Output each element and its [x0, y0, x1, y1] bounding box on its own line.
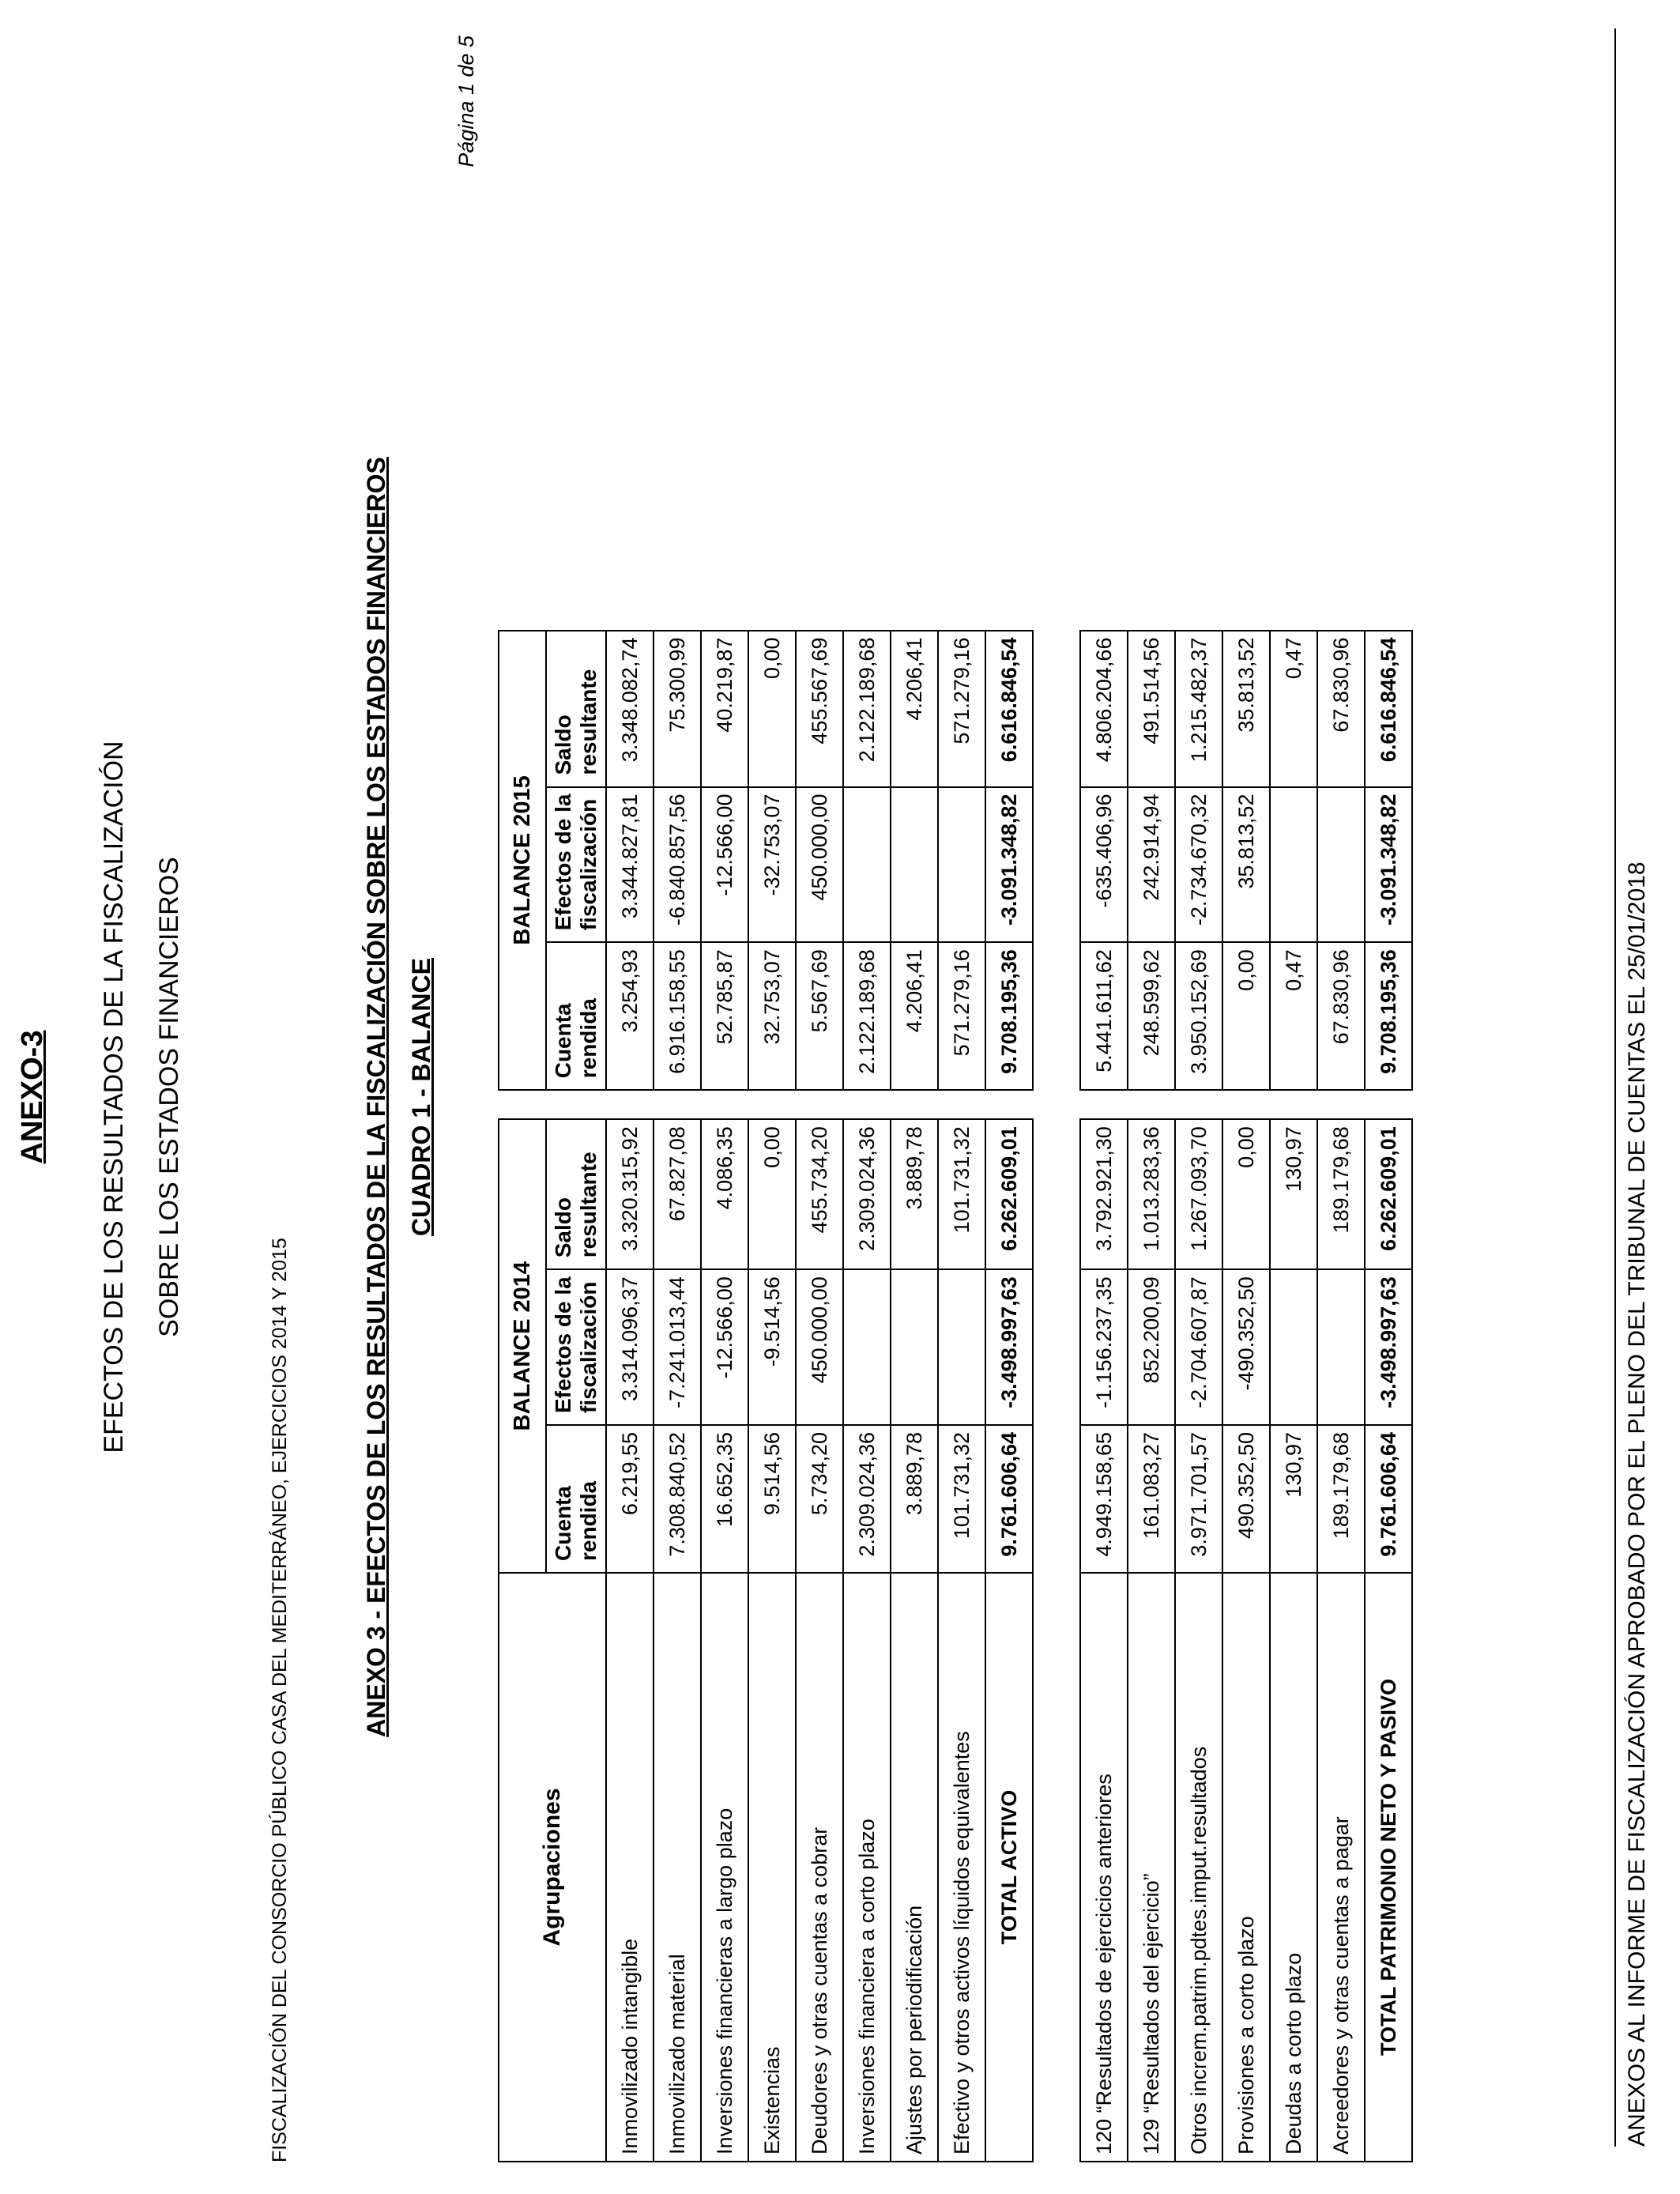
col-efectos-2015: [546, 787, 606, 943]
value-cell: 2.309.024,36: [843, 1119, 891, 1269]
value-cell: 4.806.204,66: [1080, 631, 1128, 787]
row-label: 129 “Resultados del ejercicio”: [1128, 1573, 1175, 2162]
gap: [1317, 1090, 1365, 1119]
value-cell: 2.122.189,68: [843, 631, 891, 787]
value-cell: -9.514,56: [748, 1269, 796, 1425]
col-saldo-2015: [546, 631, 606, 787]
gap: [654, 1090, 701, 1119]
value-cell: 0,00: [1222, 942, 1270, 1090]
table-row: [748, 631, 796, 2162]
row-label: Efectivo y otros activos líquidos equivalentes: [938, 1573, 985, 2162]
row-label: Inversiones financiera a corto plazo: [843, 1573, 891, 2162]
gap: [606, 1090, 654, 1119]
value-cell: 3.344.827,81: [606, 787, 654, 943]
value-cell: 0,00: [748, 1119, 796, 1269]
value-cell: 130,97: [1270, 1425, 1317, 1573]
value-cell: 67.830,96: [1317, 631, 1365, 787]
col-efectos-2014: [546, 1269, 606, 1425]
value-cell: 101.731,32: [938, 1425, 985, 1573]
value-cell: -1.156.237,35: [1080, 1269, 1128, 1425]
table-row: [938, 631, 985, 2162]
value-cell: 3.792.921,30: [1080, 1119, 1128, 1269]
value-cell: -3.091.348,82: [1365, 787, 1412, 943]
value-cell: 3.254,93: [606, 942, 654, 1090]
table-row: [606, 631, 654, 2162]
table-row: [1222, 631, 1270, 2162]
section-title: ANEXO 3 - EFECTOS DE LOS RESULTADOS DE LA FISCALIZACIÓN SOBRE LOS ESTADOS FINANCIEROS: [362, 457, 390, 1737]
value-cell: 571.279,16: [938, 631, 985, 787]
gap: [1222, 1090, 1270, 1119]
value-cell: 0,00: [1222, 1119, 1270, 1269]
row-label: TOTAL PATRIMONIO NETO Y PASIVO: [1365, 1573, 1412, 2162]
value-cell: 1.267.093,70: [1175, 1119, 1222, 1269]
col-cuenta-line1: Cuenta: [551, 1486, 575, 1561]
table-row: [1080, 631, 1128, 2162]
table-row: [891, 631, 938, 2162]
col-cuenta-2015: [546, 942, 606, 1090]
footer-text: ANEXOS AL INFORME DE FISCALIZACIÓN APROBADO POR EL PLENO DEL TRIBUNAL DE CUENTAS EL 25/01/2018: [1624, 861, 1650, 2147]
gap: [1128, 1090, 1175, 1119]
value-cell: 52.785,87: [701, 942, 748, 1090]
value-cell: 75.300,99: [654, 631, 701, 787]
col-cuenta-line2: rendida: [576, 1480, 601, 1561]
value-cell: 455.567,69: [796, 631, 843, 787]
value-cell: 4.206,41: [891, 942, 938, 1090]
table-row: [654, 631, 701, 2162]
gap: [1365, 1090, 1412, 1119]
gap: [1175, 1090, 1222, 1119]
balance-2014-header: BALANCE 2014: [499, 1119, 546, 1573]
col-efectos-line2: fiscalización: [576, 1281, 601, 1413]
value-cell: 189.179,68: [1317, 1425, 1365, 1573]
row-label: Ajustes por periodificación: [891, 1573, 938, 2162]
value-cell: 3.314.096,37: [606, 1269, 654, 1425]
value-cell: -12.566,00: [701, 787, 748, 943]
value-cell: 67.830,96: [1317, 942, 1365, 1090]
gap: [843, 1090, 891, 1119]
value-cell: -3.498.997,63: [1365, 1269, 1412, 1425]
subtitle-line-1: EFECTOS DE LOS RESULTADOS DE LA FISCALIZACIÓN: [99, 741, 129, 1453]
value-cell: 5.567,69: [796, 942, 843, 1090]
value-cell: 5.441.611,62: [1080, 942, 1128, 1090]
value-cell: 32.753,07: [748, 942, 796, 1090]
value-cell: 0,47: [1270, 942, 1317, 1090]
total-row: [1365, 631, 1412, 2162]
table-row: [1128, 631, 1175, 2162]
page-number: Página 1 de 5: [454, 36, 478, 168]
value-cell: 130,97: [1270, 1119, 1317, 1269]
row-label: Existencias: [748, 1573, 796, 2162]
value-cell: 852.200,09: [1128, 1269, 1175, 1425]
subtitle-line-2: SOBRE LOS ESTADOS FINANCIEROS: [154, 857, 184, 1337]
value-cell: 16.652,35: [701, 1425, 748, 1573]
value-cell: -12.566,00: [701, 1269, 748, 1425]
value-cell: 0,47: [1270, 631, 1317, 787]
value-cell: -32.753,07: [748, 787, 796, 943]
col-efectos-line1: Efectos de la: [551, 1276, 575, 1413]
value-cell: 6.262.609,01: [985, 1119, 1033, 1269]
row-label: Inmovilizado intangible: [606, 1573, 654, 2162]
cuadro-title: CUADRO 1 - BALANCE: [407, 958, 435, 1236]
col-saldo-line1: Saldo: [551, 1197, 575, 1258]
value-cell: [891, 787, 938, 943]
value-cell: 161.083,27: [1128, 1425, 1175, 1573]
value-cell: 3.320.315,92: [606, 1119, 654, 1269]
value-cell: 3.971.701,57: [1175, 1425, 1222, 1573]
agrupaciones-header: Agrupaciones: [499, 1573, 606, 2162]
fiscalizacion-heading: FISCALIZACIÓN DEL CONSORCIO PÚBLICO CASA DEL MEDITERRÁNEO, EJERCICIOS 2014 Y 2015: [269, 1238, 291, 2162]
value-cell: 4.086,35: [701, 1119, 748, 1269]
value-cell: 7.308.840,52: [654, 1425, 701, 1573]
gap: [938, 1090, 985, 1119]
gap: [748, 1090, 796, 1119]
col-cuenta-line2: rendida: [576, 998, 601, 1079]
value-cell: [1270, 787, 1317, 943]
table-row: [796, 631, 843, 2162]
value-cell: 67.827,08: [654, 1119, 701, 1269]
gap: [701, 1090, 748, 1119]
value-cell: -2.734.670,32: [1175, 787, 1222, 943]
value-cell: 6.219,55: [606, 1425, 654, 1573]
anexo-title: ANEXO-3: [16, 1030, 49, 1164]
value-cell: 6.916.158,55: [654, 942, 701, 1090]
value-cell: 9.761.606,64: [1365, 1425, 1412, 1573]
row-label: Acreedores y otras cuentas a pagar: [1317, 1573, 1365, 2162]
value-cell: [843, 1269, 891, 1425]
value-cell: 9.514,56: [748, 1425, 796, 1573]
row-label: Provisiones a corto plazo: [1222, 1573, 1270, 2162]
col-saldo-2014: [546, 1119, 606, 1269]
row-label: TOTAL ACTIVO: [985, 1573, 1033, 2162]
group-header-row: [499, 631, 546, 2162]
balance-table: [498, 630, 1413, 2162]
col-cuenta-line1: Cuenta: [551, 1003, 575, 1079]
table-row: [1175, 631, 1222, 2162]
value-cell: [891, 1269, 938, 1425]
gap: [1080, 1090, 1128, 1119]
value-cell: 101.731,32: [938, 1119, 985, 1269]
value-cell: 3.348.082,74: [606, 631, 654, 787]
value-cell: 4.949.158,65: [1080, 1425, 1128, 1573]
balance-2015-header: BALANCE 2015: [499, 631, 546, 1091]
value-cell: 242.914,94: [1128, 787, 1175, 943]
col-saldo-line2: resultante: [576, 1152, 601, 1258]
value-cell: [938, 1269, 985, 1425]
value-cell: -7.241.013,44: [654, 1269, 701, 1425]
gap: [891, 1090, 938, 1119]
value-cell: 3.889,78: [891, 1425, 938, 1573]
col-efectos-line1: Efectos de la: [551, 794, 575, 931]
value-cell: 0,00: [748, 631, 796, 787]
col-saldo-line2: resultante: [576, 669, 601, 775]
value-cell: -6.840.857,56: [654, 787, 701, 943]
col-cuenta-2014: [546, 1425, 606, 1573]
value-cell: 4.206,41: [891, 631, 938, 787]
value-cell: 450.000,00: [796, 1269, 843, 1425]
spacer-row: [1033, 631, 1080, 2162]
value-cell: 2.309.024,36: [843, 1425, 891, 1573]
value-cell: 248.599,62: [1128, 942, 1175, 1090]
value-cell: 40.219,87: [701, 631, 748, 787]
value-cell: [1270, 1269, 1317, 1425]
row-label: 120 “Resultados de ejercicios anteriores: [1080, 1573, 1128, 2162]
value-cell: [843, 787, 891, 943]
value-cell: 455.734,20: [796, 1119, 843, 1269]
value-cell: 35.813,52: [1222, 631, 1270, 787]
gap: [499, 1090, 606, 1119]
value-cell: 6.262.609,01: [1365, 1119, 1412, 1269]
row-label: Inmovilizado material: [654, 1573, 701, 2162]
col-saldo-line1: Saldo: [551, 714, 575, 775]
value-cell: 3.950.152,69: [1175, 942, 1222, 1090]
col-efectos-line2: fiscalización: [576, 798, 601, 931]
footer-rule: [1614, 28, 1616, 2147]
value-cell: 9.708.195,36: [1365, 942, 1412, 1090]
value-cell: 9.761.606,64: [985, 1425, 1033, 1573]
row-label: Deudas a corto plazo: [1270, 1573, 1317, 2162]
gap: [796, 1090, 843, 1119]
value-cell: -635.406,96: [1080, 787, 1128, 943]
value-cell: 491.514,56: [1128, 631, 1175, 787]
value-cell: -3.091.348,82: [985, 787, 1033, 943]
value-cell: 189.179,68: [1317, 1119, 1365, 1269]
table-row: [1270, 631, 1317, 2162]
row-label: Otros increm.patrim.pdtes.imput.resultados: [1175, 1573, 1222, 2162]
value-cell: 2.122.189,68: [843, 942, 891, 1090]
value-cell: 450.000,00: [796, 787, 843, 943]
value-cell: 35.813,52: [1222, 787, 1270, 943]
gap: [985, 1090, 1033, 1119]
value-cell: 490.352,50: [1222, 1425, 1270, 1573]
balance-table-body: [499, 631, 1412, 2162]
value-cell: -3.498.997,63: [985, 1269, 1033, 1425]
table-row: [701, 631, 748, 2162]
row-label: Deudores y otras cuentas a cobrar: [796, 1573, 843, 2162]
value-cell: 3.889,78: [891, 1119, 938, 1269]
table-row: [1317, 631, 1365, 2162]
value-cell: 6.616.846,54: [1365, 631, 1412, 787]
value-cell: 9.708.195,36: [985, 942, 1033, 1090]
gap: [1270, 1090, 1317, 1119]
total-row: [985, 631, 1033, 2162]
value-cell: -490.352,50: [1222, 1269, 1270, 1425]
value-cell: [1317, 787, 1365, 943]
table-row: [843, 631, 891, 2162]
value-cell: -2.704.607,87: [1175, 1269, 1222, 1425]
value-cell: 1.215.482,37: [1175, 631, 1222, 787]
value-cell: 5.734,20: [796, 1425, 843, 1573]
row-label: Inversiones financieras a largo plazo: [701, 1573, 748, 2162]
value-cell: [938, 787, 985, 943]
spacer-cell: [1033, 631, 1080, 2162]
value-cell: 571.279,16: [938, 942, 985, 1090]
value-cell: 6.616.846,54: [985, 631, 1033, 787]
value-cell: 1.013.283,36: [1128, 1119, 1175, 1269]
value-cell: [1317, 1269, 1365, 1425]
